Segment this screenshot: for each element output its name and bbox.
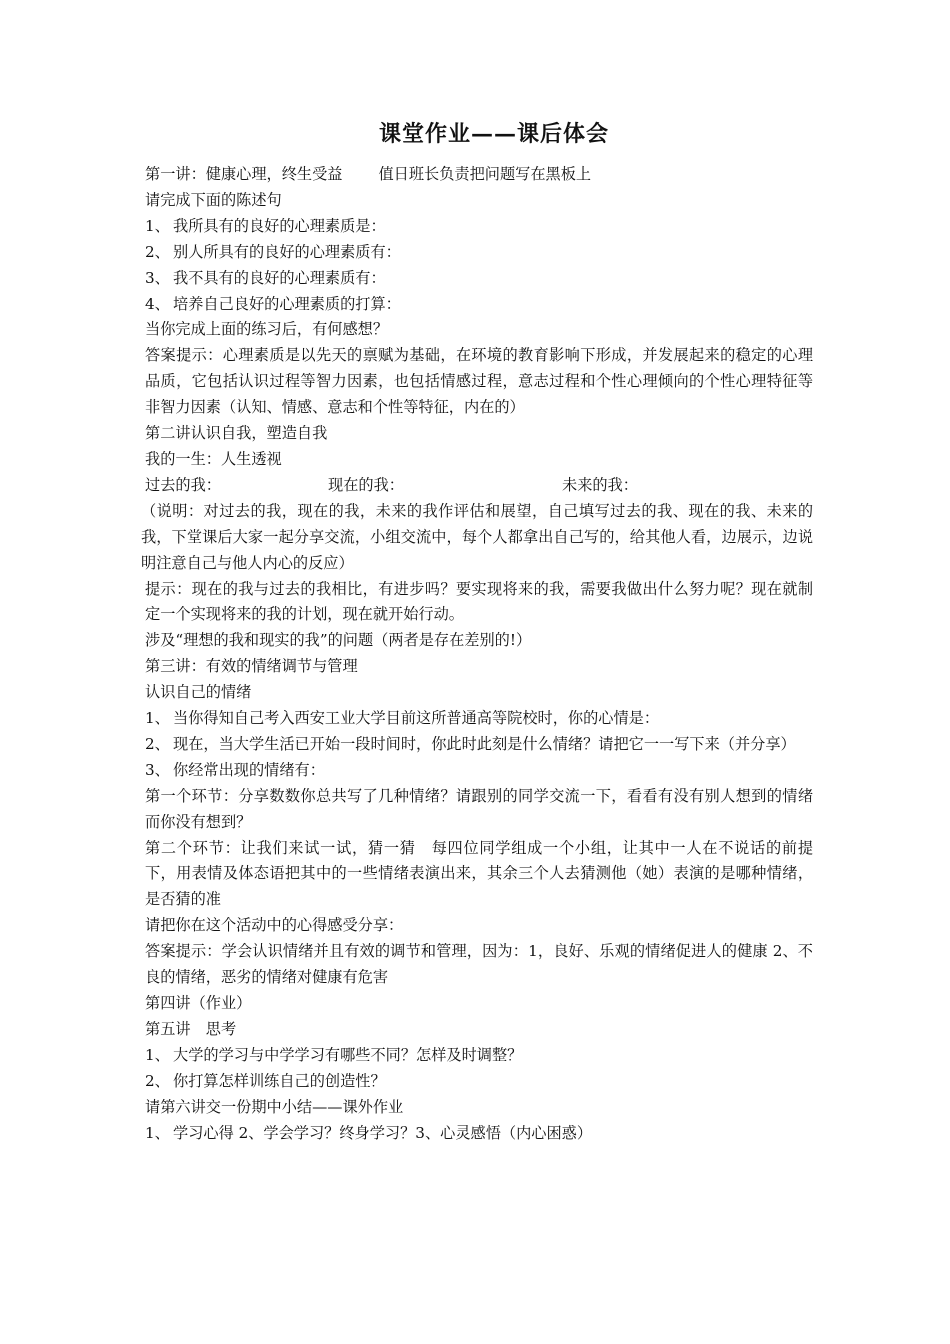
lecture4-heading: 第四讲（作业） (145, 994, 252, 1012)
item-number: 1、 (145, 1123, 170, 1142)
item-number: 2、 (145, 734, 170, 753)
item-number: 1、 (145, 709, 170, 728)
lecture1-note: 值日班长负责把问题写在黑板上 (378, 165, 592, 183)
item-text: 学习心得 2、学会学习？终身学习？3、心灵感悟（内心困惑） (173, 1123, 593, 1142)
lecture5-item (145, 1043, 813, 1069)
future-self-label: 未来的我： (562, 475, 638, 494)
lecture3-heading: 第三讲：有效的情绪调节与管理 (145, 657, 358, 676)
item-number: 2、 (145, 1071, 170, 1090)
item-number: 2、 (145, 242, 170, 261)
item-number: 3、 (145, 760, 170, 779)
item-number: 3、 (145, 268, 170, 287)
self-timeline-row (145, 473, 813, 499)
lecture5-heading: 第五讲 思考 (145, 1019, 237, 1038)
item-text: 别人所具有的良好的心理素质有： (173, 242, 401, 261)
lecture1-question: 当你完成上面的练习后，有何感想？ (145, 320, 388, 339)
item-number: 1、 (145, 1045, 170, 1064)
lecture1-heading-row (145, 162, 813, 188)
item-text: 大学的学习与中学学习有哪些不同？怎样及时调整？ (173, 1045, 523, 1064)
item-text: 你打算怎样训练自己的创造性？ (173, 1071, 386, 1090)
item-text: 现在，当大学生活已开始一段时间时，你此时此刻是什么情绪？请把它一一写下来（并分享） (173, 734, 796, 753)
lecture3-item (145, 732, 813, 758)
item-text: 我所具有的良好的心理素质是： (173, 216, 386, 235)
lecture3-step2: 第二个环节：让我们来试一试，猜一猜 每四位同学组成一个小组，让其中一人在不说话的前提下，用表情及体态语把其中的一些情绪表演出来，其余三个人去猜测他（她）表演的是哪种情绪，是否猜的准 (145, 838, 813, 909)
lecture6-heading: 请第六讲交一份期中小结——课外作业 (145, 1097, 404, 1116)
lecture2-subheading: 我的一生：人生透视 (145, 449, 282, 468)
lecture3-answer: 答案提示：学会认识情绪并且有效的调节和管理，因为：1，良好、乐观的情绪促进人的健康 2、不良的情绪，恶劣的情绪对健康有危害 (145, 942, 813, 987)
lecture2-heading: 第二讲认识自我，塑造自我 (145, 424, 328, 443)
lecture1-answer: 答案提示：心理素质是以先天的禀赋为基础，在环境的教育影响下形成，并发展起来的稳定的心理品质，它包括认识过程等智力因素，也包括情感过程，意志过程和个性心理倾向的个性心理特征等非智力因素（认知、情感、意志和个性等特征，内在的） (145, 346, 813, 417)
lecture1-item (145, 240, 813, 266)
document-page (141, 112, 813, 1146)
item-number: 4、 (145, 294, 170, 313)
lecture1-item (145, 214, 813, 240)
present-self-label: 现在的我： (328, 475, 404, 494)
lecture5-item (145, 1069, 813, 1095)
lecture1-item (145, 266, 813, 292)
lecture1-item (145, 292, 813, 318)
lecture3-subheading: 认识自己的情绪 (145, 683, 252, 702)
item-text: 当你得知自己考入西安工业大学目前这所普通高等院校时，你的心情是： (173, 709, 659, 728)
lecture3-step1: 第一个环节：分享数数你总共写了几种情绪？请跟别的同学交流一下，看看有没有别人想到的情绪而你没有想到？ (145, 786, 813, 831)
lecture6-item (145, 1121, 813, 1147)
lecture1-prompt: 请完成下面的陈述句 (145, 190, 282, 209)
lecture3-item (145, 706, 813, 732)
item-text: 你经常出现的情绪有： (173, 760, 325, 779)
lecture3-item (145, 758, 813, 784)
item-text: 我不具有的良好的心理素质有： (173, 268, 386, 287)
lecture3-share: 请把你在这个活动中的心得感受分享： (145, 916, 404, 935)
past-self-label: 过去的我： (145, 475, 221, 494)
lecture2-explanation: （说明：对过去的我，现在的我，未来的我作评估和展望，自己填写过去的我、现在的我、未来的我，下堂课后大家一起分享交流，小组交流中，每个人都拿出自己写的，给其他人看，边展示，边说明注意自己与他人内心的反应） (141, 501, 813, 572)
lecture1-heading: 第一讲：健康心理，终生受益 (145, 165, 343, 183)
item-number: 1、 (145, 216, 170, 235)
document-title: 课堂作业——课后体会 (378, 121, 609, 147)
item-text: 培养自己良好的心理素质的打算： (173, 294, 401, 313)
lecture2-ideal: 涉及“理想的我和现实的我”的问题（两者是存在差别的!） (145, 631, 532, 650)
lecture2-hint: 提示：现在的我与过去的我相比，有进步吗？要实现将来的我，需要我做出什么努力呢？现在就制定一个实现将来的我的计划，现在就开始行动。 (145, 579, 813, 624)
